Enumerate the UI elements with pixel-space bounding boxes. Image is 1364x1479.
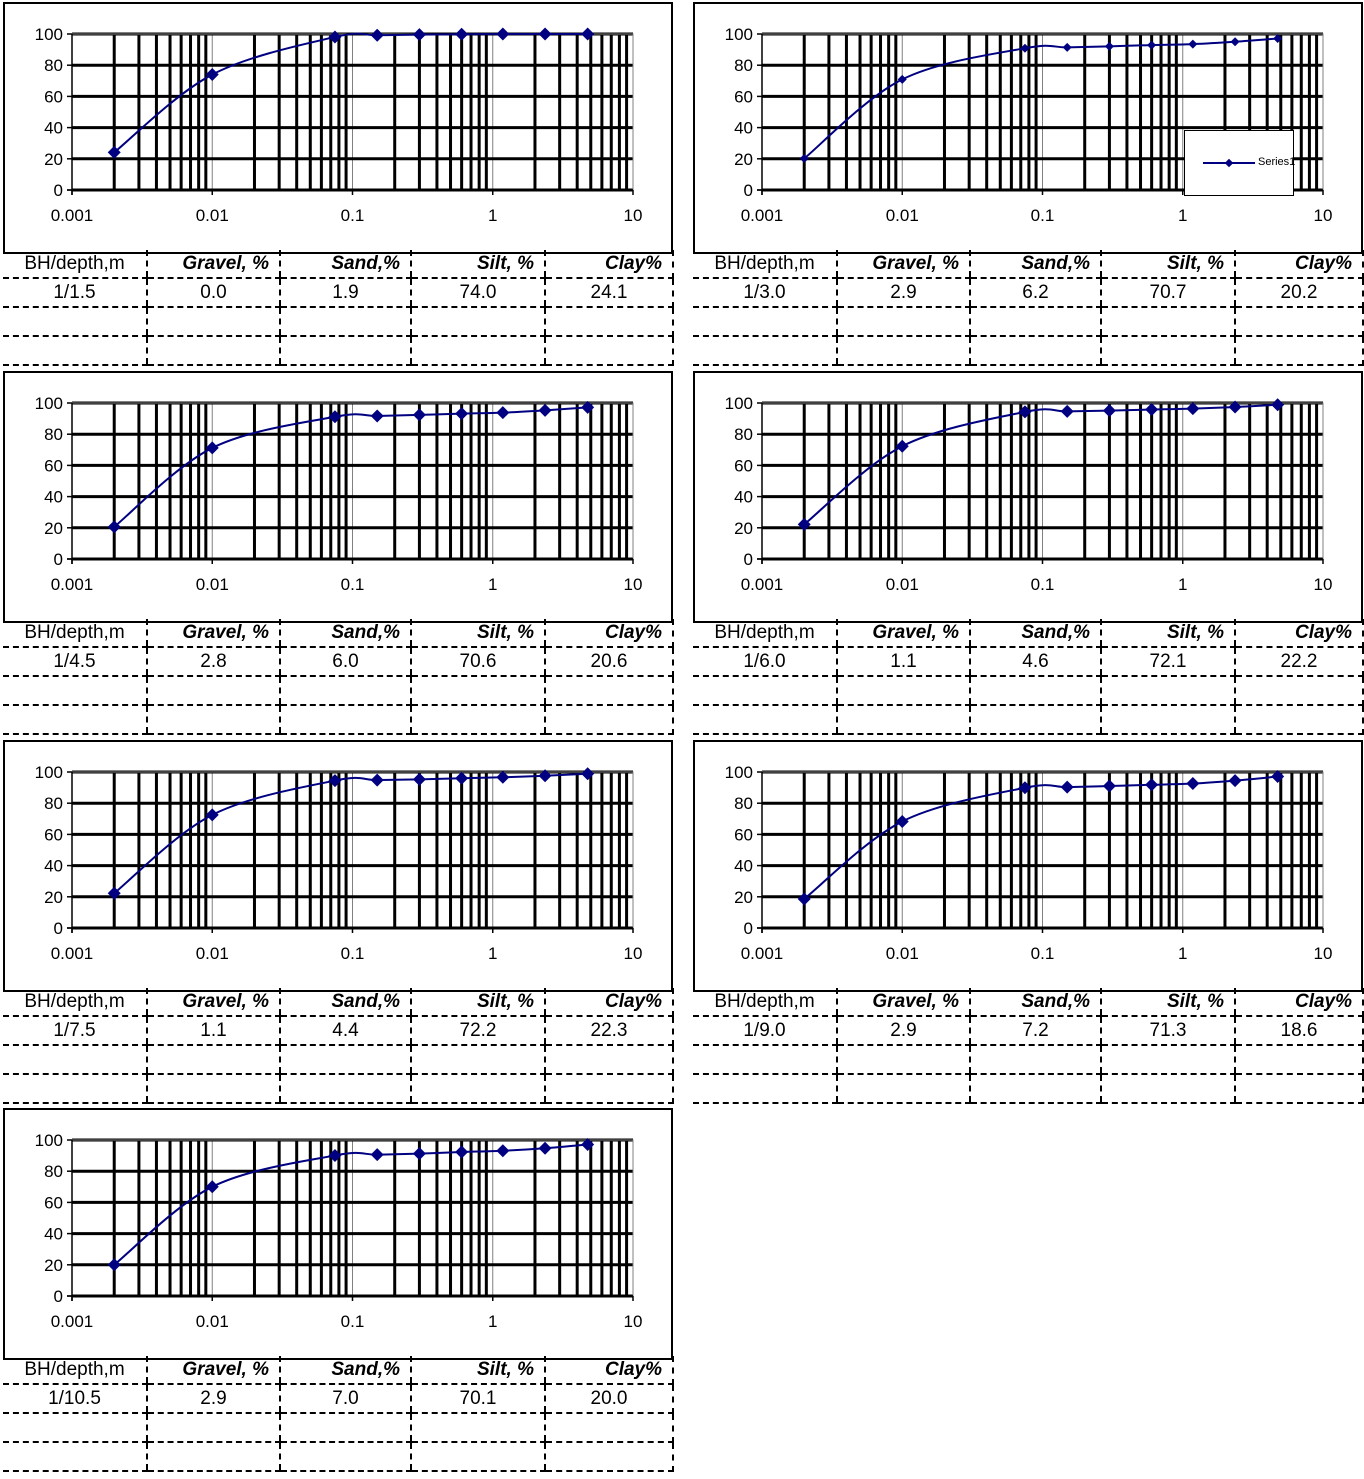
empty-cell [837, 307, 970, 336]
column-header: Gravel, % [147, 1356, 280, 1384]
column-header: Clay% [545, 619, 673, 647]
y-tick-label: 20 [734, 149, 753, 169]
empty-cell [545, 1413, 673, 1442]
empty-cell [1235, 307, 1363, 336]
x-tick-label: 0.01 [885, 944, 919, 963]
empty-cell [1235, 705, 1363, 734]
y-tick-label: 40 [44, 1224, 63, 1244]
cell-sand: 1.9 [280, 278, 411, 307]
empty-cell [147, 1045, 280, 1074]
empty-cell [147, 307, 280, 336]
y-tick-label: 60 [44, 87, 63, 107]
empty-cell [1235, 1074, 1363, 1103]
legend-label: Series1 [1258, 156, 1296, 168]
empty-cell [280, 307, 411, 336]
empty-cell [147, 676, 280, 705]
empty-cell [280, 1413, 411, 1442]
x-tick-label: 10 [1313, 944, 1333, 963]
grading-chart [693, 2, 1363, 254]
column-header: Gravel, % [837, 988, 970, 1016]
empty-cell [280, 1074, 411, 1103]
empty-cell [545, 705, 673, 734]
y-tick-label: 100 [724, 394, 753, 413]
cell-clay: 22.2 [1235, 647, 1363, 676]
empty-cell [280, 1045, 411, 1074]
table-header-row [693, 250, 1363, 278]
empty-cell [411, 1045, 545, 1074]
column-header: Gravel, % [837, 619, 970, 647]
empty-cell [693, 1074, 837, 1103]
column-header: BH/depth,m [3, 619, 147, 647]
empty-cell [1101, 1045, 1235, 1074]
x-tick-label: 0.1 [340, 575, 365, 594]
sample-table [3, 1356, 674, 1472]
column-header: Sand,% [970, 619, 1101, 647]
y-tick-label: 100 [34, 763, 63, 782]
cell-sand: 4.6 [970, 647, 1101, 676]
y-tick-label: 40 [734, 487, 753, 507]
y-tick-label: 60 [734, 87, 753, 107]
column-header: Gravel, % [147, 250, 280, 278]
cell-sand: 6.2 [970, 278, 1101, 307]
column-header: Sand,% [970, 988, 1101, 1016]
cell-clay: 20.6 [545, 647, 673, 676]
empty-cell [411, 307, 545, 336]
y-tick-label: 40 [44, 487, 63, 507]
cell-id: 1/1.5 [3, 278, 147, 307]
column-header: Sand,% [280, 988, 411, 1016]
column-header: Sand,% [280, 250, 411, 278]
x-tick-label: 1 [488, 575, 498, 594]
x-tick-label: 0.1 [340, 206, 365, 225]
cell-gravel: 0.0 [147, 278, 280, 307]
y-tick-label: 40 [734, 856, 753, 876]
cell-clay: 22.3 [545, 1016, 673, 1045]
column-header: Silt, % [1101, 250, 1235, 278]
column-header: BH/depth,m [3, 1356, 147, 1384]
empty-cell [693, 676, 837, 705]
column-header: Gravel, % [837, 250, 970, 278]
empty-cell [147, 1074, 280, 1103]
empty-cell [411, 336, 545, 365]
empty-cell [411, 705, 545, 734]
y-tick-label: 100 [34, 1131, 63, 1150]
y-tick-label: 40 [44, 856, 63, 876]
y-tick-label: 60 [44, 1193, 63, 1213]
empty-row [693, 307, 1363, 336]
x-tick-label: 10 [623, 575, 643, 594]
grading-chart-svg [5, 4, 671, 252]
column-header: BH/depth,m [3, 250, 147, 278]
empty-cell [545, 676, 673, 705]
x-tick-label: 0.001 [740, 206, 784, 225]
empty-cell [3, 1442, 147, 1471]
empty-cell [970, 1074, 1101, 1103]
empty-cell [3, 336, 147, 365]
empty-cell [147, 1413, 280, 1442]
y-tick-label: 80 [44, 56, 63, 76]
cell-silt: 70.7 [1101, 278, 1235, 307]
grading-chart [693, 371, 1363, 623]
cell-gravel: 1.1 [837, 647, 970, 676]
empty-row [693, 1045, 1363, 1074]
empty-cell [3, 676, 147, 705]
cell-gravel: 2.8 [147, 647, 280, 676]
y-tick-label: 80 [44, 1162, 63, 1182]
empty-cell [970, 336, 1101, 365]
x-tick-label: 1 [488, 206, 498, 225]
grading-chart-svg [5, 1110, 671, 1358]
empty-cell [3, 705, 147, 734]
column-header: Silt, % [411, 619, 545, 647]
cell-clay: 20.0 [545, 1384, 673, 1413]
table-row [693, 647, 1363, 676]
column-header: Clay% [1235, 250, 1363, 278]
column-header: Clay% [545, 1356, 673, 1384]
empty-cell [1101, 307, 1235, 336]
empty-cell [837, 676, 970, 705]
sample-table [693, 619, 1364, 735]
y-tick-label: 20 [44, 518, 63, 538]
cell-clay: 24.1 [545, 278, 673, 307]
cell-clay: 20.2 [1235, 278, 1363, 307]
cell-id: 1/7.5 [3, 1016, 147, 1045]
x-tick-label: 0.001 [50, 575, 94, 594]
y-tick-label: 60 [734, 456, 753, 476]
legend-marker [1225, 159, 1233, 167]
x-tick-label: 0.1 [340, 1312, 365, 1331]
empty-cell [837, 705, 970, 734]
empty-cell [1101, 1074, 1235, 1103]
empty-cell [545, 1074, 673, 1103]
column-header: BH/depth,m [693, 988, 837, 1016]
empty-cell [970, 307, 1101, 336]
sample-table [693, 250, 1364, 366]
empty-cell [970, 1045, 1101, 1074]
empty-cell [3, 1045, 147, 1074]
column-header: Sand,% [280, 619, 411, 647]
cell-id: 1/3.0 [693, 278, 837, 307]
empty-cell [1235, 336, 1363, 365]
empty-cell [147, 336, 280, 365]
empty-row [3, 1413, 673, 1442]
empty-cell [1235, 676, 1363, 705]
x-tick-label: 1 [1178, 206, 1188, 225]
x-tick-label: 1 [488, 1312, 498, 1331]
x-tick-label: 10 [1313, 575, 1333, 594]
column-header: BH/depth,m [3, 988, 147, 1016]
y-tick-label: 80 [44, 794, 63, 814]
empty-row [3, 1074, 673, 1103]
empty-cell [1101, 676, 1235, 705]
empty-cell [280, 705, 411, 734]
column-header: BH/depth,m [693, 250, 837, 278]
empty-cell [837, 336, 970, 365]
column-header: Sand,% [280, 1356, 411, 1384]
empty-cell [280, 336, 411, 365]
empty-cell [693, 336, 837, 365]
y-tick-label: 20 [734, 887, 753, 907]
cell-gravel: 2.9 [837, 278, 970, 307]
empty-row [693, 336, 1363, 365]
empty-row [693, 705, 1363, 734]
cell-sand: 4.4 [280, 1016, 411, 1045]
empty-cell [3, 1074, 147, 1103]
y-tick-label: 0 [743, 550, 753, 569]
y-tick-label: 0 [743, 181, 753, 200]
table-row [3, 1016, 673, 1045]
empty-cell [3, 1413, 147, 1442]
y-tick-label: 100 [724, 763, 753, 782]
empty-cell [545, 336, 673, 365]
x-tick-label: 1 [1178, 944, 1188, 963]
column-header: Clay% [1235, 988, 1363, 1016]
table-header-row [3, 988, 673, 1016]
empty-cell [693, 307, 837, 336]
table-row [3, 647, 673, 676]
empty-cell [837, 1074, 970, 1103]
empty-cell [411, 1074, 545, 1103]
grading-chart [3, 740, 673, 992]
x-tick-label: 10 [1313, 206, 1333, 225]
x-tick-label: 0.01 [195, 575, 229, 594]
empty-cell [280, 676, 411, 705]
chart-legend [1184, 130, 1294, 196]
column-header: Silt, % [411, 988, 545, 1016]
sample-table [693, 988, 1364, 1104]
table-row [3, 1384, 673, 1413]
x-tick-label: 10 [623, 944, 643, 963]
empty-row [3, 676, 673, 705]
panel-5 [3, 740, 673, 1110]
grading-chart-svg [5, 373, 671, 621]
column-header: Silt, % [1101, 619, 1235, 647]
empty-row [693, 1074, 1363, 1103]
x-tick-label: 0.001 [50, 1312, 94, 1331]
x-tick-label: 0.01 [195, 206, 229, 225]
cell-gravel: 2.9 [147, 1384, 280, 1413]
empty-cell [280, 1442, 411, 1471]
x-tick-label: 0.001 [740, 944, 784, 963]
empty-row [3, 1442, 673, 1471]
column-header: Clay% [1235, 619, 1363, 647]
y-tick-label: 0 [53, 550, 63, 569]
column-header: Clay% [545, 988, 673, 1016]
empty-row [3, 705, 673, 734]
x-tick-label: 0.001 [740, 575, 784, 594]
x-tick-label: 0.1 [1030, 944, 1055, 963]
x-tick-label: 10 [623, 206, 643, 225]
sample-table [3, 988, 674, 1104]
cell-id: 1/9.0 [693, 1016, 837, 1045]
empty-cell [693, 705, 837, 734]
y-tick-label: 20 [734, 518, 753, 538]
y-tick-label: 100 [34, 25, 63, 44]
column-header: Silt, % [411, 1356, 545, 1384]
grading-chart [693, 740, 1363, 992]
y-tick-label: 60 [44, 825, 63, 845]
x-tick-label: 0.01 [195, 944, 229, 963]
table-header-row [3, 619, 673, 647]
empty-row [3, 307, 673, 336]
empty-cell [147, 705, 280, 734]
column-header: Silt, % [411, 250, 545, 278]
empty-row [3, 1045, 673, 1074]
cell-gravel: 1.1 [147, 1016, 280, 1045]
cell-silt: 70.6 [411, 647, 545, 676]
x-tick-label: 1 [1178, 575, 1188, 594]
column-header: BH/depth,m [693, 619, 837, 647]
table-row [3, 278, 673, 307]
panel-6 [693, 740, 1363, 1110]
panel-2 [693, 2, 1363, 372]
empty-cell [970, 676, 1101, 705]
cell-silt: 72.2 [411, 1016, 545, 1045]
cell-id: 1/4.5 [3, 647, 147, 676]
table-header-row [3, 250, 673, 278]
cell-silt: 71.3 [1101, 1016, 1235, 1045]
cell-sand: 7.0 [280, 1384, 411, 1413]
empty-cell [545, 1442, 673, 1471]
x-tick-label: 0.001 [50, 944, 94, 963]
y-tick-label: 20 [44, 887, 63, 907]
grading-chart [3, 371, 673, 623]
panel-7 [3, 1108, 673, 1478]
y-tick-label: 80 [734, 425, 753, 445]
y-tick-label: 100 [724, 25, 753, 44]
cell-silt: 74.0 [411, 278, 545, 307]
empty-cell [545, 307, 673, 336]
empty-cell [837, 1045, 970, 1074]
cell-silt: 72.1 [1101, 647, 1235, 676]
column-header: Clay% [545, 250, 673, 278]
empty-cell [1235, 1045, 1363, 1074]
grading-chart-svg [695, 742, 1361, 990]
column-header: Gravel, % [147, 619, 280, 647]
column-header: Sand,% [970, 250, 1101, 278]
panel-1 [3, 2, 673, 372]
x-tick-label: 10 [623, 1312, 643, 1331]
y-tick-label: 80 [734, 56, 753, 76]
column-header: Silt, % [1101, 988, 1235, 1016]
empty-row [693, 676, 1363, 705]
empty-cell [147, 1442, 280, 1471]
cell-id: 1/6.0 [693, 647, 837, 676]
empty-cell [970, 705, 1101, 734]
table-header-row [3, 1356, 673, 1384]
y-tick-label: 60 [44, 456, 63, 476]
y-tick-label: 0 [53, 1287, 63, 1306]
y-tick-label: 0 [53, 919, 63, 938]
x-tick-label: 0.1 [340, 944, 365, 963]
x-tick-label: 0.01 [195, 1312, 229, 1331]
y-tick-label: 40 [44, 118, 63, 138]
cell-clay: 18.6 [1235, 1016, 1363, 1045]
table-row [693, 278, 1363, 307]
panel-4 [693, 371, 1363, 741]
y-tick-label: 20 [44, 149, 63, 169]
x-tick-label: 0.1 [1030, 206, 1055, 225]
empty-row [3, 336, 673, 365]
cell-silt: 70.1 [411, 1384, 545, 1413]
empty-cell [1101, 336, 1235, 365]
y-tick-label: 60 [734, 825, 753, 845]
y-tick-label: 80 [734, 794, 753, 814]
y-tick-label: 0 [743, 919, 753, 938]
empty-cell [545, 1045, 673, 1074]
grading-chart [3, 2, 673, 254]
table-header-row [693, 988, 1363, 1016]
grading-chart-svg [695, 373, 1361, 621]
cell-sand: 6.0 [280, 647, 411, 676]
x-tick-label: 0.1 [1030, 575, 1055, 594]
empty-cell [1101, 705, 1235, 734]
empty-cell [411, 1442, 545, 1471]
grading-chart-svg [5, 742, 671, 990]
sample-table [3, 250, 674, 366]
x-tick-label: 0.01 [885, 206, 919, 225]
empty-cell [411, 676, 545, 705]
table-row [693, 1016, 1363, 1045]
table-header-row [693, 619, 1363, 647]
panel-3 [3, 371, 673, 741]
y-tick-label: 80 [44, 425, 63, 445]
y-tick-label: 20 [44, 1255, 63, 1275]
grading-chart-svg [695, 4, 1361, 252]
sample-table [3, 619, 674, 735]
x-tick-label: 0.001 [50, 206, 94, 225]
cell-id: 1/10.5 [3, 1384, 147, 1413]
x-tick-label: 0.01 [885, 575, 919, 594]
y-tick-label: 0 [53, 181, 63, 200]
y-tick-label: 100 [34, 394, 63, 413]
cell-gravel: 2.9 [837, 1016, 970, 1045]
empty-cell [411, 1413, 545, 1442]
column-header: Gravel, % [147, 988, 280, 1016]
empty-cell [3, 307, 147, 336]
y-tick-label: 40 [734, 118, 753, 138]
cell-sand: 7.2 [970, 1016, 1101, 1045]
x-tick-label: 1 [488, 944, 498, 963]
grading-chart [3, 1108, 673, 1360]
empty-cell [693, 1045, 837, 1074]
